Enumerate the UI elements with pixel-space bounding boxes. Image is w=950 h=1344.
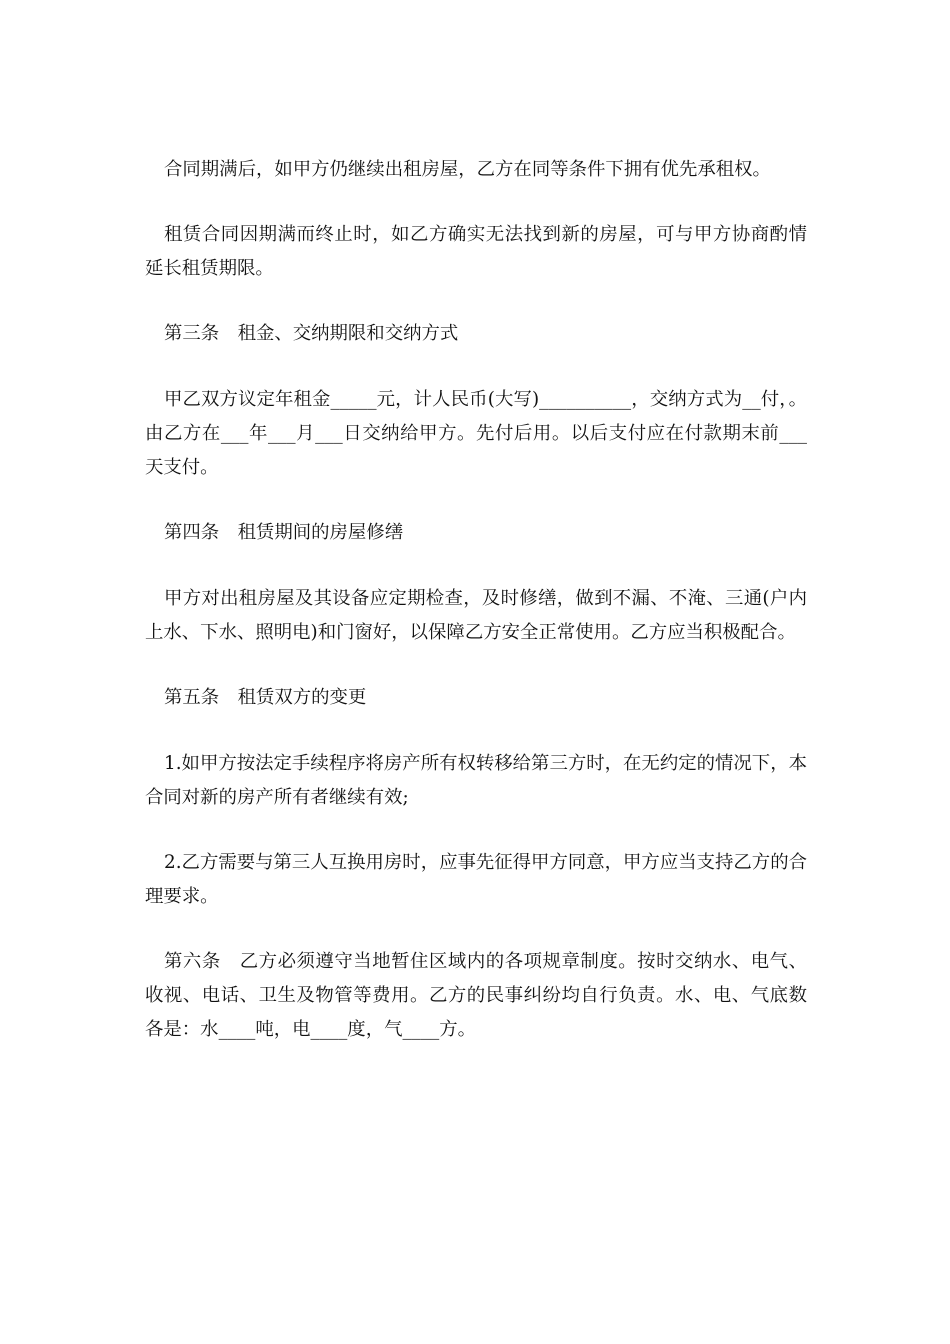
paragraph-lease-extension: 租赁合同因期满而终止时，如乙方确实无法找到新的房屋，可与甲方协商酌情延长租赁期限。 <box>145 224 807 279</box>
article-3-heading: 第三条 租金、交纳期限和交纳方式 <box>164 323 459 344</box>
paragraph-renewal-priority: 合同期满后，如甲方仍继续出租房屋，乙方在同等条件下拥有优先承租权。 <box>164 159 771 180</box>
paragraph-ownership-transfer: 1.如甲方按法定手续程序将房产所有权转移给第三方时，在无约定的情况下，本合同对新的房产所有者继续有效; <box>145 753 807 808</box>
article-6-paragraph: 第六条 乙方必须遵守当地暂住区域内的各项规章制度。按时交纳水、电气、收视、电话、卫生及物管等费用。乙方的民事纠纷均自行负责。水、电、气底数各是：水____吨，电____度，气____方。 <box>145 951 807 1040</box>
paragraph-repairs: 甲方对出租房屋及其设备应定期检查，及时修缮，做到不漏、不淹、三通(户内上水、下水、照明电)和门窗好，以保障乙方安全正常使用。乙方应当积极配合。 <box>145 588 807 643</box>
paragraph-housing-exchange: 2.乙方需要与第三人互换用房时，应事先征得甲方同意，甲方应当支持乙方的合理要求。 <box>145 852 807 907</box>
article-5-heading: 第五条 租赁双方的变更 <box>164 687 367 708</box>
document-body <box>145 153 807 1078</box>
paragraph-rent-terms: 甲乙双方议定年租金_____元，计人民币(大写)__________，交纳方式为__付，。由乙方在___年___月___日交纳给甲方。先付后用。以后支付应在付款期末前___天支付。 <box>145 389 807 478</box>
article-4-heading: 第四条 租赁期间的房屋修缮 <box>164 522 404 543</box>
